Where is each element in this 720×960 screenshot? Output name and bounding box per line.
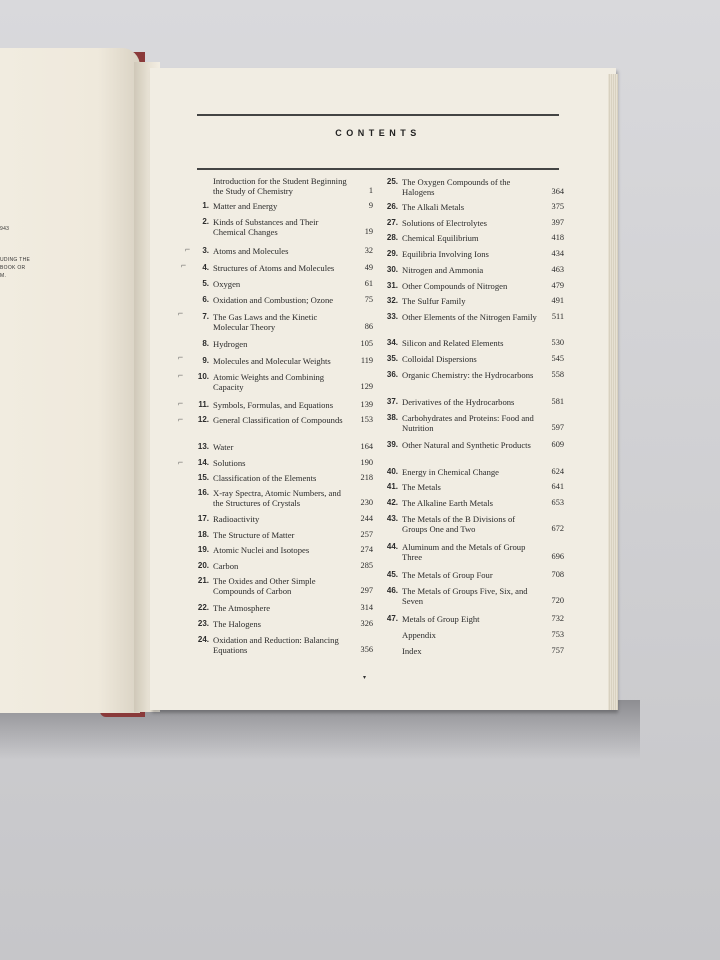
toc-chapter-title: Solutions of Electrolytes	[402, 218, 487, 228]
toc-chapter-title: Atomic Weights and Combining Capacity	[213, 372, 325, 393]
toc-entry	[386, 614, 564, 624]
toc-chapter-number: 19.	[197, 545, 209, 554]
toc-chapter-number: 3.	[202, 246, 209, 255]
toc-chapter-number: 21.	[197, 576, 209, 585]
toc-chapter-title: The Metals of Groups Five, Six, and Seven	[402, 586, 528, 607]
toc-entry	[197, 530, 373, 540]
toc-entry	[386, 202, 564, 212]
toc-chapter-title: Metals of Group Eight	[402, 614, 480, 624]
toc-page-number: 19	[364, 227, 373, 237]
toc-chapter-number: 10.	[197, 372, 209, 381]
toc-chapter-title: The Metals	[402, 482, 441, 492]
toc-chapter-title: The Alkaline Earth Metals	[402, 498, 493, 508]
left-page-fragment: BOOK OR	[0, 265, 26, 271]
toc-chapter-number: 12.	[197, 415, 209, 424]
toc-chapter-title: Appendix	[402, 630, 436, 640]
toc-page-number: 581	[551, 397, 564, 406]
toc-chapter-number: 4.	[202, 263, 209, 272]
toc-chapter-title: Structures of Atoms and Molecules	[213, 263, 335, 273]
left-page-fragment: 943	[0, 226, 10, 232]
toc-chapter-number: 41.	[386, 482, 398, 491]
pencil-checkmark-icon: ⌐	[181, 260, 187, 270]
toc-entry	[197, 619, 373, 629]
toc-entry	[386, 296, 564, 306]
toc-page-number: 753	[551, 630, 564, 639]
toc-chapter-title: Radioactivity	[213, 514, 260, 524]
toc-page-number: 119	[360, 356, 373, 365]
toc-chapter-title: Matter and Energy	[213, 201, 278, 211]
toc-chapter-number: 35.	[386, 354, 398, 363]
toc-chapter-number: 39.	[386, 440, 398, 449]
toc-chapter-title: Oxygen	[213, 279, 241, 289]
toc-entry	[386, 354, 564, 364]
toc-entry	[197, 473, 373, 483]
toc-chapter-title: Other Elements of the Nitrogen Family	[402, 312, 537, 322]
toc-entry	[197, 372, 373, 393]
toc-page-number: 49	[364, 263, 373, 272]
toc-entry	[202, 295, 373, 305]
toc-page-number: 696	[551, 552, 564, 562]
toc-entry	[197, 635, 373, 656]
toc-entry	[202, 279, 373, 289]
toc-entry	[386, 397, 564, 407]
toc-chapter-number: 11.	[198, 400, 209, 409]
toc-chapter-number: 28.	[386, 233, 398, 242]
toc-page-number: 418	[551, 233, 564, 242]
toc-entry	[202, 201, 373, 211]
toc-chapter-title: The Gas Laws and the Kinetic Molecular Theory	[213, 312, 318, 333]
toc-chapter-number: 9.	[202, 356, 209, 365]
toc-entry	[197, 514, 373, 524]
toc-chapter-number: 24.	[197, 635, 209, 644]
toc-page-number: 129	[360, 382, 373, 392]
toc-chapter-title: The Halogens	[213, 619, 261, 629]
toc-chapter-number: 13.	[197, 442, 209, 451]
toc-page-number: 61	[364, 279, 373, 288]
toc-chapter-number: 20.	[197, 561, 209, 570]
toc-chapter-number: 14.	[197, 458, 209, 467]
toc-page-number: 314	[360, 603, 373, 612]
toc-entry	[202, 356, 373, 366]
toc-chapter-title: General Classification of Compounds	[213, 415, 343, 425]
toc-entry	[386, 413, 564, 434]
toc-entry	[386, 498, 564, 508]
toc-page-number: 190	[360, 458, 373, 467]
toc-chapter-number: 40.	[386, 467, 398, 476]
toc-chapter-title: Atomic Nuclei and Isotopes	[213, 545, 310, 555]
toc-chapter-title: Introduction for the Student Beginning the Study of Chemistry	[213, 176, 347, 197]
pencil-checkmark-icon: ⌐	[178, 414, 184, 424]
toc-page-number: 32	[364, 246, 373, 255]
toc-chapter-title: Molecules and Molecular Weights	[213, 356, 331, 366]
toc-page-number: 9	[368, 201, 373, 210]
toc-chapter-number: 29.	[386, 249, 398, 258]
toc-page-number: 274	[360, 545, 373, 554]
toc-entry	[386, 570, 564, 580]
toc-entry	[198, 400, 373, 410]
pencil-checkmark-icon: ⌐	[178, 457, 184, 467]
toc-chapter-title: Organic Chemistry: the Hydrocarbons	[402, 370, 534, 380]
toc-chapter-title: Carbon	[213, 561, 239, 571]
toc-chapter-number: 37.	[386, 397, 398, 406]
toc-chapter-number: 43.	[386, 514, 398, 523]
toc-chapter-title: The Alkali Metals	[402, 202, 465, 212]
toc-page-number: 653	[551, 498, 564, 507]
toc-entry	[386, 218, 564, 228]
toc-page-number: 757	[551, 646, 564, 655]
heading-rule	[197, 168, 559, 170]
toc-chapter-title: The Metals of Group Four	[402, 570, 493, 580]
toc-chapter-title: Oxidation and Reduction: Balancing Equations	[213, 635, 339, 656]
toc-chapter-number: 46.	[386, 586, 398, 595]
toc-entry	[197, 576, 373, 597]
toc-chapter-title: Equilibria Involving Ions	[402, 249, 489, 259]
toc-page-number: 530	[551, 338, 564, 347]
toc-page-number: 397	[551, 218, 564, 227]
toc-page-number: 1	[368, 186, 373, 196]
toc-entry	[402, 630, 564, 640]
toc-page-number: 708	[551, 570, 564, 579]
toc-chapter-title: Index	[402, 646, 422, 656]
left-page	[0, 48, 140, 713]
pencil-checkmark-icon: ⌐	[178, 398, 184, 408]
toc-page-number: 434	[551, 249, 564, 258]
toc-page-number: 244	[360, 514, 373, 523]
toc-chapter-title: The Metals of the B Divisions of Groups One and Two	[402, 514, 516, 535]
toc-chapter-number: 16.	[197, 488, 209, 497]
toc-page-number: 230	[360, 498, 373, 508]
top-rule	[197, 114, 559, 116]
toc-chapter-title: The Oxygen Compounds of the Halogens	[402, 177, 511, 198]
toc-chapter-number: 32.	[386, 296, 398, 305]
toc-page-number: 356	[360, 645, 373, 655]
toc-page-number: 597	[551, 423, 564, 433]
toc-entry	[197, 545, 373, 555]
toc-entry	[386, 281, 564, 291]
toc-chapter-number: 22.	[197, 603, 209, 612]
toc-entry	[202, 246, 373, 256]
toc-chapter-title: Other Compounds of Nitrogen	[402, 281, 508, 291]
toc-page-number: 732	[551, 614, 564, 623]
toc-entry	[386, 542, 564, 563]
toc-chapter-title: Hydrogen	[213, 339, 248, 349]
toc-page-number: 672	[551, 524, 564, 534]
toc-chapter-title: Carbohydrates and Proteins: Food and Nutrition	[402, 413, 534, 434]
toc-entry	[386, 482, 564, 492]
toc-page-number: 491	[551, 296, 564, 305]
toc-page-number: 545	[551, 354, 564, 363]
toc-page-number: 75	[364, 295, 373, 304]
toc-chapter-title: The Sulfur Family	[402, 296, 466, 306]
toc-chapter-number: 45.	[386, 570, 398, 579]
toc-chapter-number: 6.	[202, 295, 209, 304]
toc-chapter-number: 33.	[386, 312, 398, 321]
toc-page-number: 218	[360, 473, 373, 482]
toc-chapter-title: Nitrogen and Ammonia	[402, 265, 484, 275]
toc-chapter-number: 15.	[197, 473, 209, 482]
toc-entry	[386, 233, 564, 243]
toc-chapter-number: 7.	[202, 312, 209, 321]
toc-entry	[202, 339, 373, 349]
toc-entry	[213, 176, 373, 196]
toc-chapter-number: 5.	[202, 279, 209, 288]
toc-page-number: 297	[360, 586, 373, 596]
page-edges	[608, 74, 618, 710]
toc-chapter-title: Kinds of Substances and Their Chemical Changes	[213, 217, 319, 238]
toc-page-number: 326	[360, 619, 373, 628]
toc-chapter-number: 34.	[386, 338, 398, 347]
pencil-checkmark-icon: ⌐	[178, 308, 184, 318]
toc-chapter-title: Other Natural and Synthetic Products	[402, 440, 531, 450]
toc-entry	[402, 646, 564, 656]
left-page-fragment: M.	[0, 273, 7, 279]
toc-page-number: 105	[360, 339, 373, 348]
toc-page-number: 479	[551, 281, 564, 290]
toc-chapter-title: Symbols, Formulas, and Equations	[213, 400, 334, 410]
toc-chapter-number: 47.	[386, 614, 398, 623]
toc-chapter-title: Chemical Equilibrium	[402, 233, 479, 243]
pencil-checkmark-icon: ⌐	[178, 352, 184, 362]
toc-chapter-title: The Atmosphere	[213, 603, 271, 613]
toc-page-number: 285	[360, 561, 373, 570]
toc-entry	[197, 458, 373, 468]
toc-chapter-title: Atoms and Molecules	[213, 246, 289, 256]
toc-page-number: 153	[360, 415, 373, 424]
toc-chapter-title: Energy in Chemical Change	[402, 467, 499, 477]
toc-chapter-number: 44.	[386, 542, 398, 551]
toc-page-number: 86	[364, 322, 373, 332]
toc-chapter-number: 8.	[202, 339, 209, 348]
toc-chapter-number: 42.	[386, 498, 398, 507]
toc-chapter-number: 31.	[386, 281, 398, 290]
toc-page-number: 375	[551, 202, 564, 211]
left-page-fragment: UDING THE	[0, 257, 31, 263]
toc-chapter-number: 1.	[202, 201, 209, 210]
toc-page-number: 558	[551, 370, 564, 379]
toc-page-number: 164	[360, 442, 373, 451]
toc-page-number: 139	[360, 400, 373, 409]
toc-chapter-title: The Oxides and Other Simple Compounds of Carbon	[213, 576, 316, 597]
toc-entry	[386, 312, 564, 322]
toc-page-number: 257	[360, 530, 373, 539]
toc-chapter-title: The Structure of Matter	[213, 530, 295, 540]
toc-chapter-title: Derivatives of the Hydrocarbons	[402, 397, 515, 407]
toc-chapter-title: Classification of the Elements	[213, 473, 317, 483]
toc-chapter-title: Aluminum and the Metals of Group Three	[402, 542, 526, 563]
toc-entry	[386, 338, 564, 348]
toc-chapter-number: 18.	[197, 530, 209, 539]
toc-entry	[386, 440, 564, 450]
toc-page-number: 624	[551, 467, 564, 476]
toc-entry	[386, 370, 564, 380]
toc-chapter-title: Oxidation and Combustion; Ozone	[213, 295, 334, 305]
toc-entry	[197, 415, 373, 425]
toc-page-number: 364	[551, 187, 564, 197]
toc-entry	[197, 488, 373, 509]
toc-entry	[197, 561, 373, 571]
toc-entry	[386, 514, 564, 535]
toc-chapter-number: 17.	[197, 514, 209, 523]
toc-chapter-title: Colloidal Dispersions	[402, 354, 477, 364]
toc-entry	[386, 265, 564, 275]
toc-chapter-number: 23.	[197, 619, 209, 628]
toc-chapter-number: 25.	[386, 177, 398, 186]
toc-page-number: 609	[551, 440, 564, 449]
page-mark: ▾	[363, 675, 367, 681]
contents-heading: CONTENTS	[335, 128, 421, 138]
pencil-checkmark-icon: ⌐	[185, 244, 191, 254]
toc-entry	[202, 217, 373, 238]
toc-chapter-number: 38.	[386, 413, 398, 422]
toc-chapter-title: Solutions	[213, 458, 246, 468]
toc-page-number: 720	[551, 596, 564, 606]
toc-chapter-number: 36.	[386, 370, 398, 379]
toc-chapter-title: Water	[213, 442, 234, 452]
toc-page-number: 463	[551, 265, 564, 274]
toc-entry	[386, 177, 564, 198]
toc-page-number: 641	[551, 482, 564, 491]
toc-entry	[197, 603, 373, 613]
toc-chapter-number: 2.	[202, 217, 209, 226]
pencil-checkmark-icon: ⌐	[178, 370, 184, 380]
toc-entry	[386, 249, 564, 259]
toc-chapter-title: Silicon and Related Elements	[402, 338, 504, 348]
toc-entry	[386, 586, 564, 607]
toc-entry	[386, 467, 564, 477]
toc-chapter-number: 30.	[386, 265, 398, 274]
toc-entry	[197, 442, 373, 452]
toc-entry	[202, 312, 373, 333]
toc-page-number: 511	[551, 312, 564, 321]
toc-chapter-number: 26.	[386, 202, 398, 211]
toc-chapter-number: 27.	[386, 218, 398, 227]
toc-chapter-title: X-ray Spectra, Atomic Numbers, and the Structures of Crystals	[213, 488, 341, 509]
toc-entry	[202, 263, 373, 273]
